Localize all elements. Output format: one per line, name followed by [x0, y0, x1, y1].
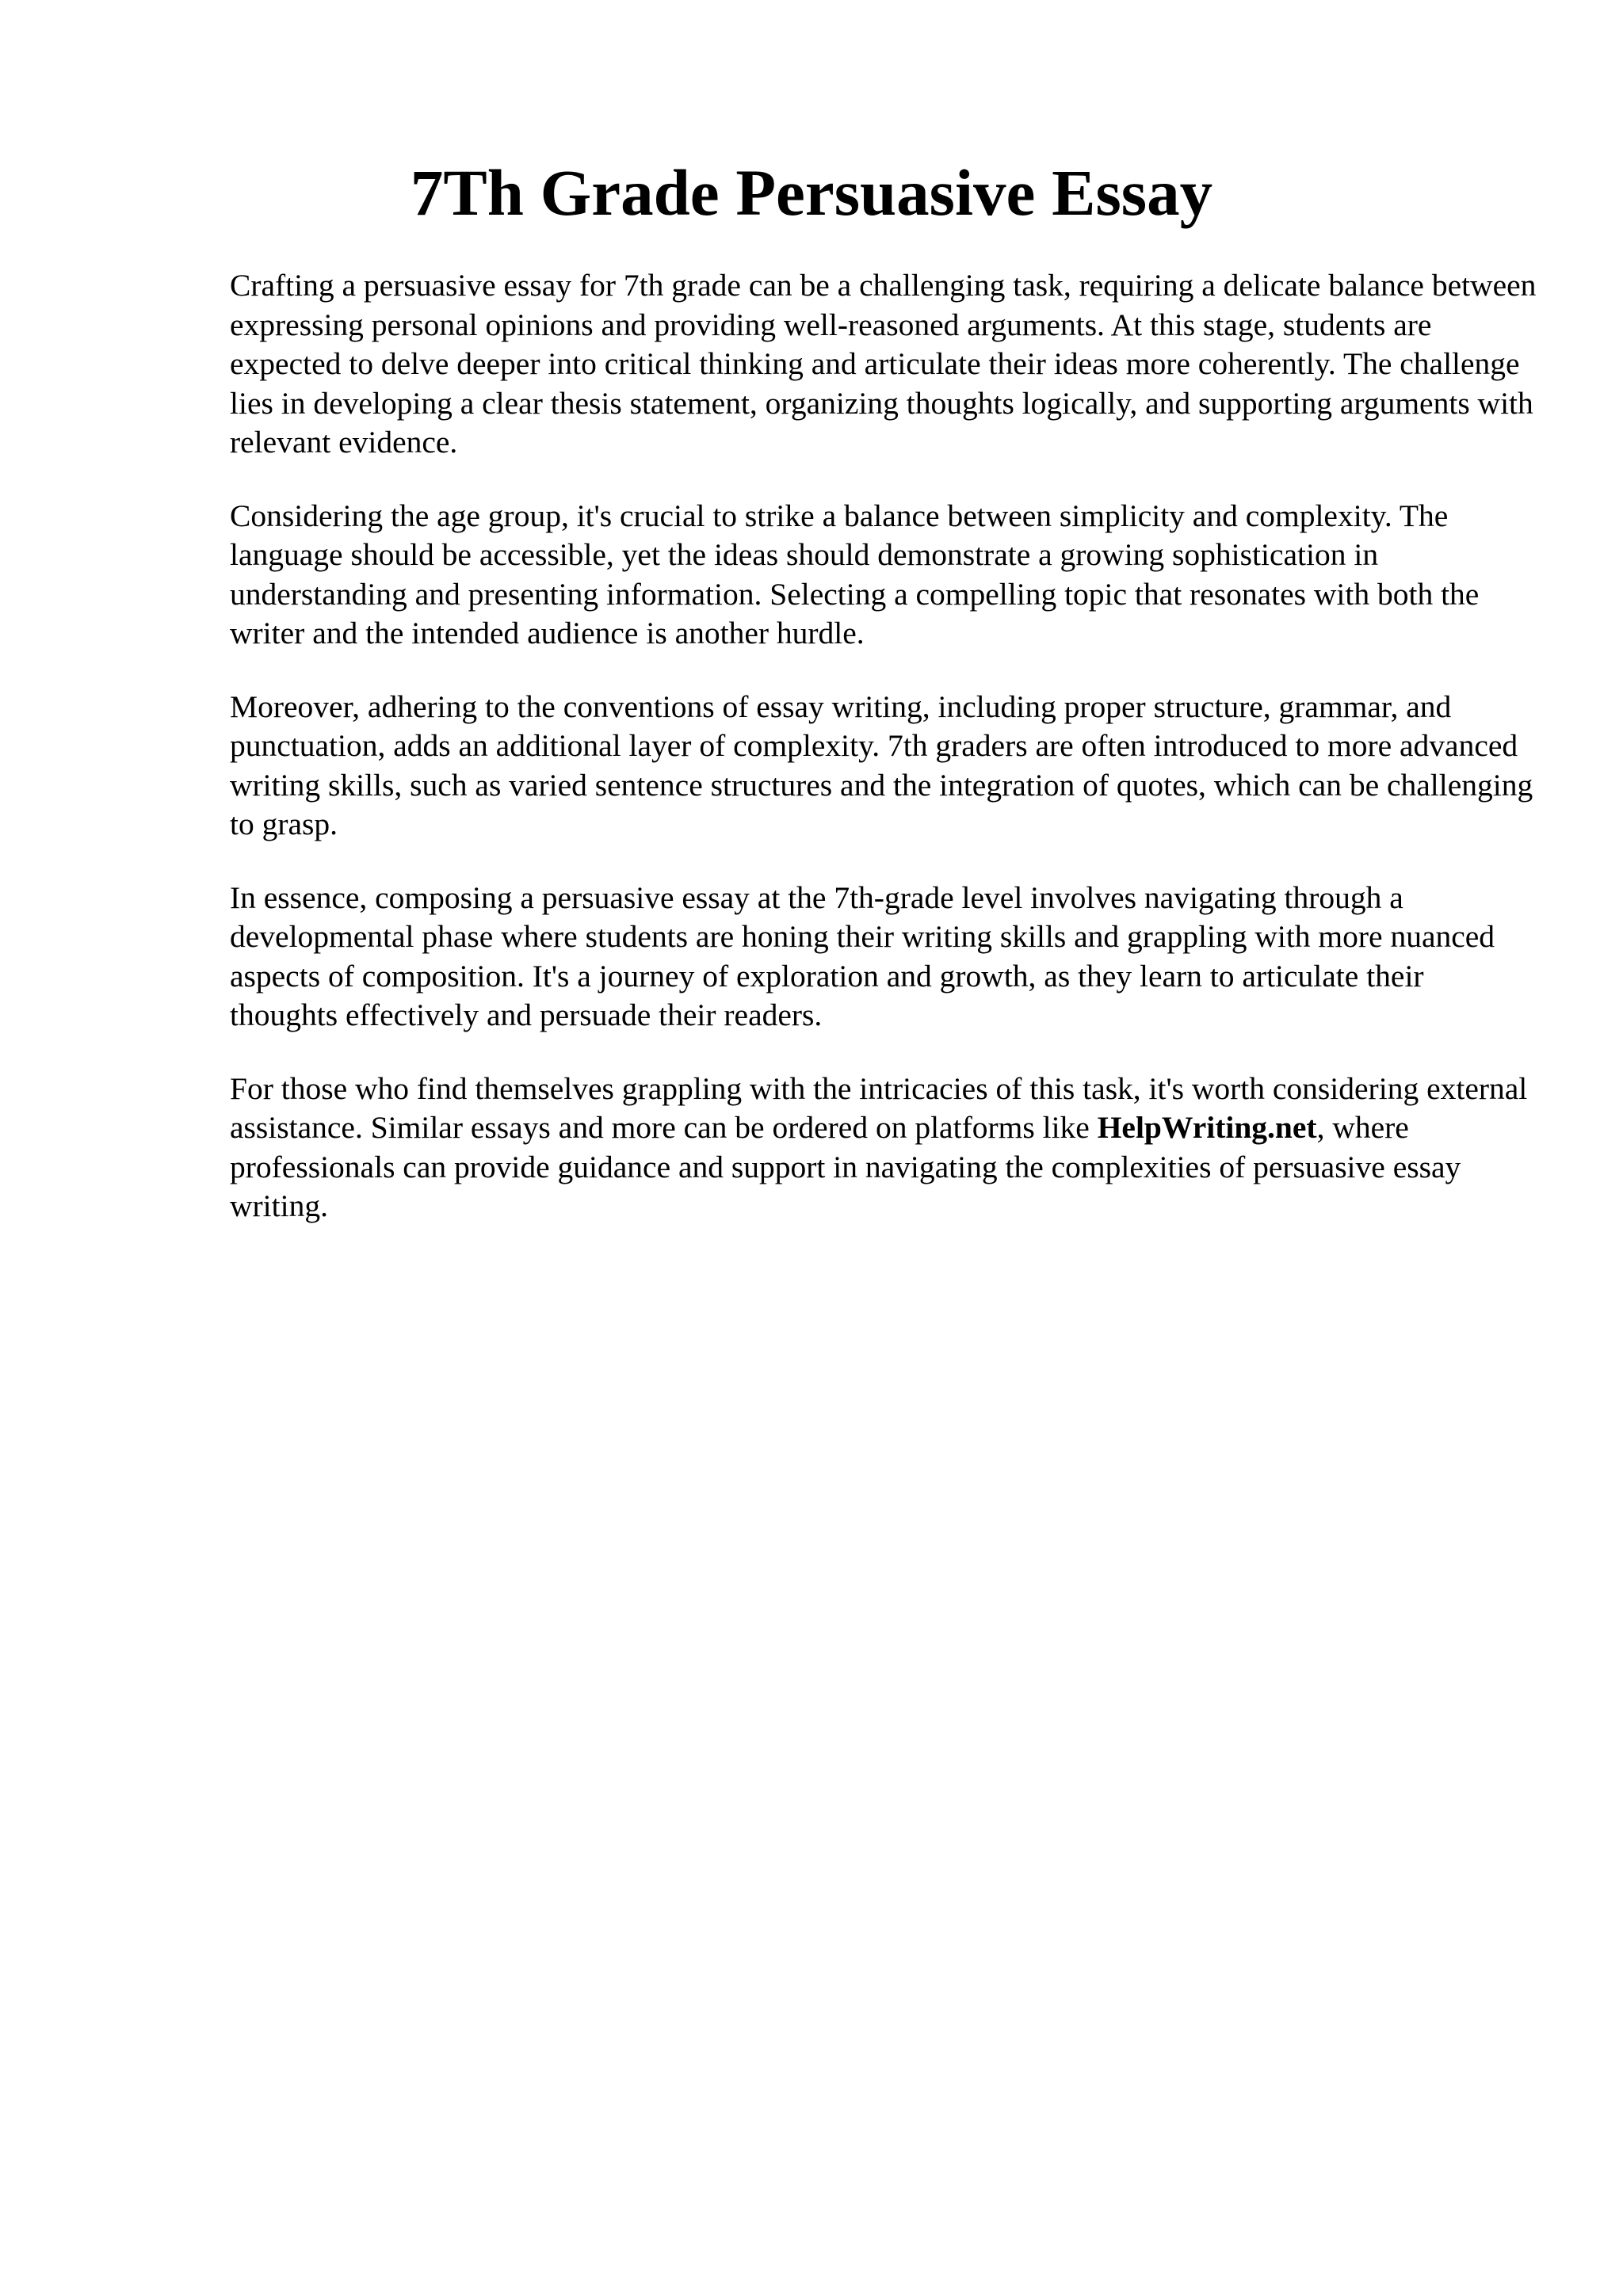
paragraph-conventions: Moreover, adhering to the conventions of essay writing, including proper structure, grammar, and punctuation, adds an additional layer of complexity. 7th graders are often introduced to more advanced writing skills, such as varied sentence structures and the integration of quotes, which can be challenging to grasp.	[230, 688, 1533, 841]
closing-text-after: , where professionals can provide guidance and support in navigating the complexities of persuasive essay writing.	[230, 1110, 1461, 1223]
paragraph-age-group: Considering the age group, it's crucial to strike a balance between simplicity and complexity. The language should be accessible, yet the ideas should demonstrate a growing sophistication in understanding and presenting information. Selecting a compelling topic that resonates with both the writer and the intended audience is another hurdle.	[230, 498, 1480, 650]
document-title: 7Th Grade Persuasive Essay	[410, 156, 1213, 229]
paragraph-intro: Crafting a persuasive essay for 7th grade can be a challenging task, requiring a delicate balance between expressing personal opinions and providing well-reasoned arguments. At this stage, students are expected to delve deeper into critical thinking and articulate their ideas more coherently. The challenge lies in developing a clear thesis statement, organizing thoughts logically, and supporting arguments with relevant evidence.	[230, 268, 1537, 460]
paragraph-essence: In essence, composing a persuasive essay at the 7th-grade level involves navigating through a developmental phase where students are honing their writing skills and grappling with more nuanced aspects of composition. It's a journey of exploration and growth, as they learn to articulate their thoughts effectively and persuade their readers.	[230, 879, 1495, 1032]
brand-link[interactable]: HelpWriting.net	[1097, 1110, 1317, 1145]
closing-text-before: For those who find themselves grappling with the intricacies of this task, it's worth considering external assistance. Similar essays and more can be ordered on platforms like	[230, 1070, 1528, 1145]
paragraph-closing	[230, 1070, 1537, 1226]
document-body	[230, 266, 1537, 1261]
